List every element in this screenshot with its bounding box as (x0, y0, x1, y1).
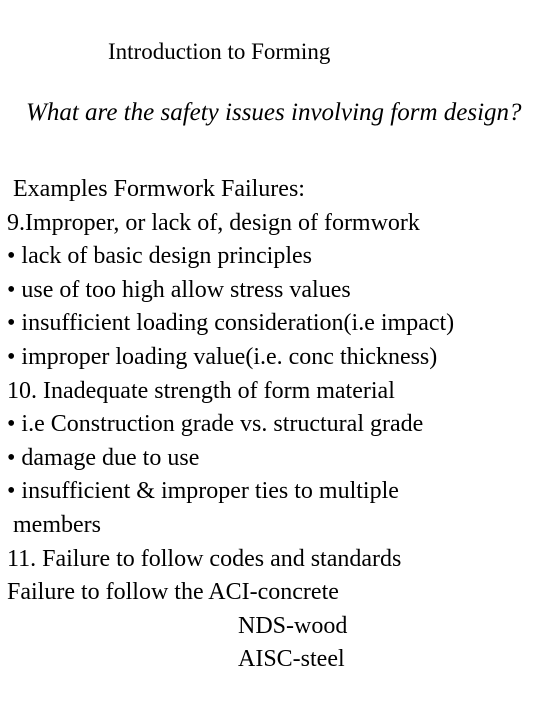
body-line: • i.e Construction grade vs. structural grade (7, 411, 424, 438)
body-line: • use of too high allow stress values (7, 276, 351, 303)
body-line: 10. Inadequate strength of form material (7, 377, 395, 404)
body-line: 9.Improper, or lack of, design of formwork (7, 209, 420, 236)
slide-title: Introduction to Forming (108, 39, 331, 64)
body-line: • insufficient & improper ties to multiple (7, 478, 399, 505)
body-line: Examples Formwork Failures: (13, 176, 305, 202)
question-text: What are the safety issues involving form design? (26, 99, 522, 126)
body-line: • insufficient loading consideration(i.e impact) (7, 310, 455, 337)
body-line: • damage due to use (7, 444, 200, 471)
body-text (7, 173, 537, 677)
body-line: NDS-wood (238, 612, 348, 639)
body-line: 11. Failure to follow codes and standards (7, 545, 402, 572)
body-line: AISC-steel (238, 646, 345, 673)
body-line: • improper loading value(i.e. conc thickness) (7, 343, 438, 370)
body-line: members (13, 511, 101, 538)
body-line: Failure to follow the ACI-concrete (7, 579, 339, 606)
body-line: • lack of basic design principles (7, 243, 312, 270)
